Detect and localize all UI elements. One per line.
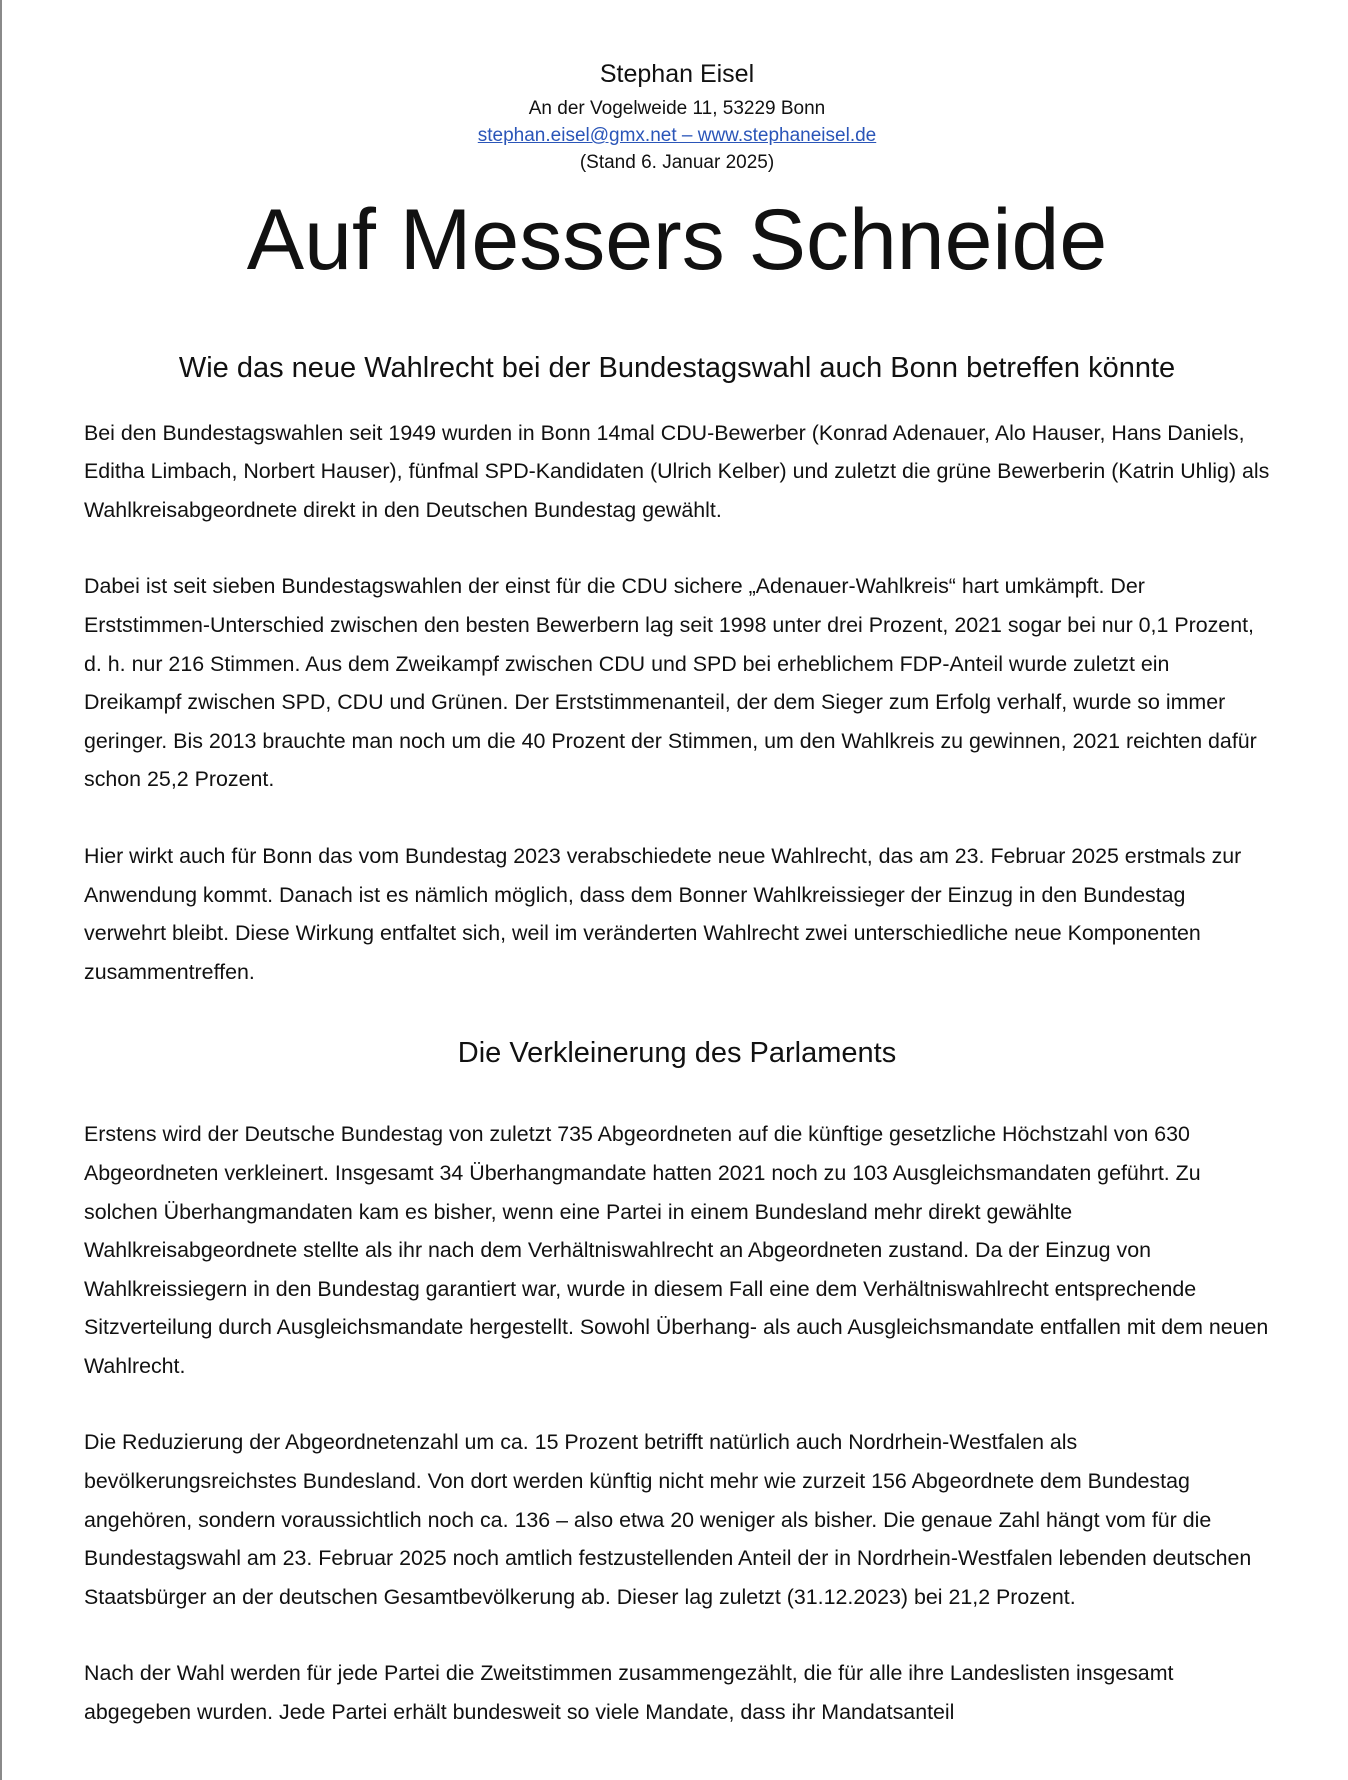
section-heading: Die Verkleinerung des Parlaments	[457, 1037, 897, 1070]
paragraph: Bei den Bundestagswahlen seit 1949 wurden in Bonn 14mal CDU-Bewerber (Konrad Adenauer, Alo Hauser, Hans Daniels, Editha Limbach, Norbert Hauser), fünfmal SPD-Kandidaten (Ulrich Kelber) und zuletzt die grüne Bewerberin (Katrin Uhlig) als Wahlkreisabgeordnete direkt in den Deutschen Bundestag gewählt.	[84, 420, 1270, 522]
contact-line	[84, 122, 1270, 150]
letterhead	[84, 52, 1270, 176]
paragraph: Nach der Wahl werden für jede Partei die Zweitstimmen zusammengezählt, die für alle ihre Landeslisten insgesamt abgegeben wurden. Jede Partei erhält bundesweit so viele Mandate, dass ihr Mandatsanteil	[84, 1661, 1174, 1725]
paragraph: Dabei ist seit sieben Bundestagswahlen der einst für die CDU sichere „Adenauer-Wahlkreis“ hart umkämpft. Der Erststimmen-Unterschied zwischen den besten Bewerbern lag seit 1998 unter drei Prozent, 2021 sogar bei nur 0,1 Prozent, d. h. nur 216 Stimmen. Aus dem Zweikampf zwischen CDU und SPD bei erheblichem FDP-Anteil wurde zuletzt ein Dreikampf zwischen SPD, CDU und Grünen. Der Erststimmenanteil, der dem Sieger zum Erfolg verhalf, wurde so immer geringer. Bis 2013 brauchte man noch um die 40 Prozent der Stimmen, um den Wahlkreis zu gewinnen, 2021 reichten dafür schon 25,2 Prozent.	[84, 574, 1257, 792]
paragraph: Hier wirkt auch für Bonn das vom Bundestag 2023 verabschiedete neue Wahlrecht, das am 23. Februar 2025 erstmals zur Anwendung kommt. Danach ist es nämlich möglich, dass dem Bonner Wahlkreissieger der Einzug in den Bundestag verwehrt bleibt. Diese Wirkung entfaltet sich, weil im veränderten Wahlrecht zwei unterschiedliche neue Komponenten zusammentreffen.	[84, 843, 1242, 984]
author-name: Stephan Eisel	[599, 60, 755, 88]
document-title: Auf Messers Schneide	[246, 192, 1108, 288]
document-date: (Stand 6. Januar 2025)	[579, 152, 775, 173]
contact-link[interactable]: stephan.eisel@gmx.net – www.stephaneisel.de	[477, 125, 877, 146]
document-page	[84, 52, 1270, 1732]
document-subtitle: Wie das neue Wahlrecht bei der Bundestagswahl auch Bonn betreffen könnte	[178, 351, 1176, 384]
paragraph: Erstens wird der Deutsche Bundestag von zuletzt 735 Abgeordneten auf die künftige gesetzliche Höchstzahl von 630 Abgeordneten verkleinert. Insgesamt 34 Überhangmandate hatten 2021 noch zu 103 Ausgleichsmandaten geführt. Zu solchen Überhangmandaten kam es bisher, wenn eine Partei in einem Bundesland mehr direkt gewählte Wahlkreisabgeordnete stellte als ihr nach dem Verhältniswahlrecht an Abgeordneten zustand. Da der Einzug von Wahlkreissiegern in den Bundestag garantiert war, wurde in diesem Fall eine dem Verhältniswahlrecht entsprechende Sitzverteilung durch Ausgleichsmandate hergestellt. Sowohl Überhang- als auch Ausgleichsmandate entfallen mit dem neuen Wahlrecht.	[84, 1122, 1269, 1378]
page-edge-line	[0, 0, 2, 1780]
paragraph: Die Reduzierung der Abgeordnetenzahl um ca. 15 Prozent betrifft natürlich auch Nordrhein-Westfalen als bevölkerungsreichstes Bundesland. Von dort werden künftig nicht mehr wie zurzeit 156 Abgeordnete dem Bundestag angehören, sondern voraussichtlich noch ca. 136 – also etwa 20 weniger als bisher. Die genaue Zahl hängt vom für die Bundestagswahl am 23. Februar 2025 noch amtlich festzustellenden Anteil der in Nordrhein-Westfalen lebenden deutschen Staatsbürger an der deutschen Gesamtbevölkerung ab. Dieser lag zuletzt (31.12.2023) bei 21,2 Prozent.	[84, 1430, 1252, 1609]
author-address: An der Vogelweide 11, 53229 Bonn	[528, 98, 826, 119]
